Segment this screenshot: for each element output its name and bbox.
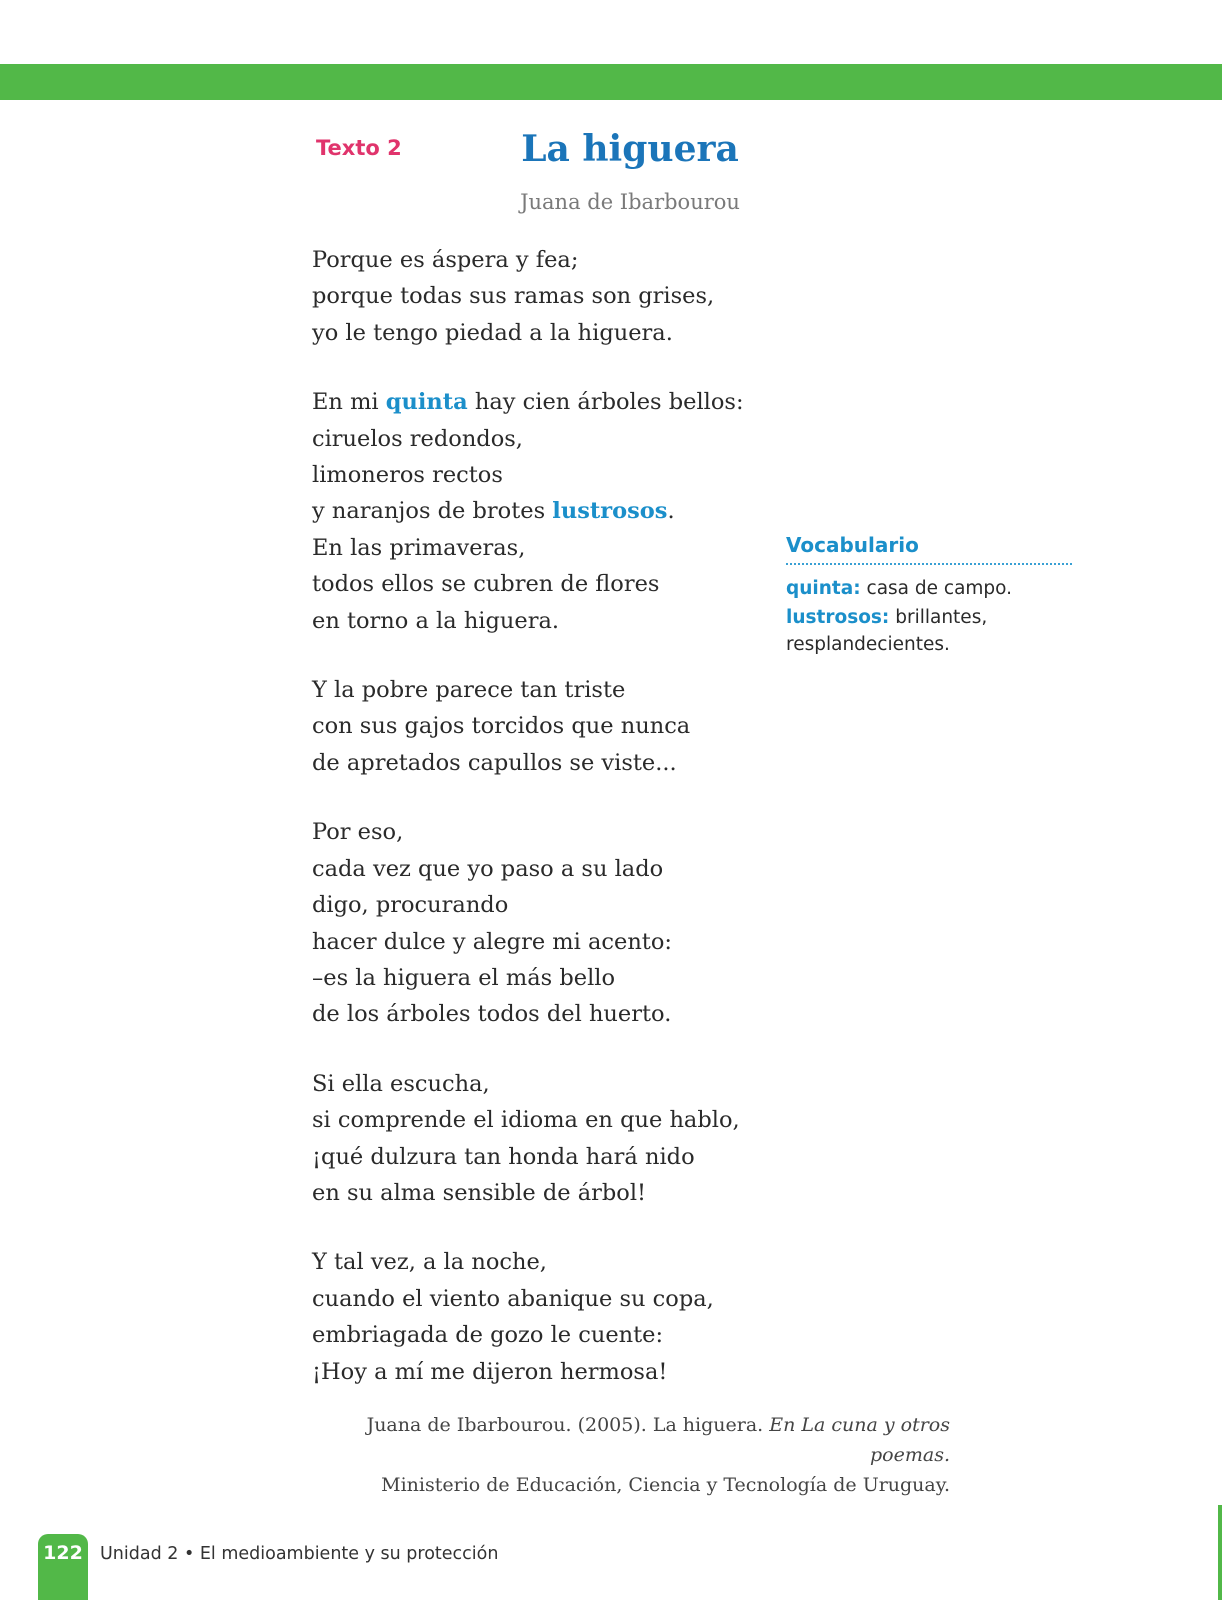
poem-line: Por eso, — [312, 819, 404, 846]
vocabulary-entry — [786, 575, 1072, 602]
poem-line: cuando el viento abanique su copa, — [312, 1285, 714, 1312]
poem-line: Si ella escucha, — [312, 1070, 490, 1097]
poem-line: yo le tengo piedad a la higuera. — [312, 319, 673, 346]
vocabulary-box — [786, 533, 1072, 660]
vocabulary-term: lustrosos: — [786, 607, 890, 628]
vocabulary-entry — [786, 604, 1072, 658]
citation-author-title: Juana de Ibarbourou. (2005). La higuera. — [366, 1414, 770, 1436]
poem-line: de apretados capullos se viste... — [312, 749, 677, 776]
poem-line: –es la higuera el más bello — [312, 964, 616, 991]
poem-line: cada vez que yo paso a su lado — [312, 855, 664, 882]
poem-body — [312, 242, 772, 1423]
poem-line: ciruelos redondos, — [312, 425, 523, 452]
vocabulary-highlight: quinta — [385, 389, 468, 416]
vocabulary-term: quinta: — [786, 578, 861, 599]
poem-line-text: En mi — [312, 389, 386, 416]
poem-line-text: . — [667, 498, 675, 525]
poem-author: Juana de Ibarbourou — [520, 190, 740, 214]
poem-line: embriagada de gozo le cuente: — [312, 1322, 664, 1349]
poem-stanza — [312, 1244, 772, 1390]
unit-footer-text: Unidad 2 • El medioambiente y su protección — [100, 1544, 499, 1564]
poem-line: si comprende el idioma en que hablo, — [312, 1107, 740, 1134]
poem-line: porque todas sus ramas son grises, — [312, 283, 715, 310]
poem-line: Porque es áspera y fea; — [312, 247, 579, 273]
poem-stanza — [312, 242, 772, 351]
source-citation — [300, 1410, 950, 1500]
vocabulary-definition: brillantes, resplandecientes. — [786, 607, 988, 655]
poem-stanza — [312, 1066, 772, 1212]
right-edge-marker — [1218, 1505, 1222, 1600]
poem-stanza — [312, 672, 772, 781]
citation-line-1 — [300, 1410, 950, 1470]
top-green-band — [0, 64, 1222, 100]
poem-stanza — [312, 384, 772, 639]
page-number: 122 — [43, 1542, 83, 1564]
poem-line: ¡Hoy a mí me dijeron hermosa! — [312, 1358, 668, 1385]
citation-line-2: Ministerio de Educación, Ciencia y Tecnología de Uruguay. — [381, 1474, 950, 1496]
poem-stanza — [312, 814, 772, 1032]
poem-line: ¡qué dulzura tan honda hará nido — [312, 1143, 695, 1170]
citation-book-title: En La cuna y otros poemas. — [769, 1414, 950, 1466]
poem-line: en su alma sensible de árbol! — [312, 1179, 647, 1206]
poem-line: todos ellos se cubren de flores — [312, 571, 660, 598]
poem-line-text: y naranjos de brotes — [312, 498, 553, 525]
poem-line: con sus gajos torcidos que nunca — [312, 713, 691, 740]
vocabulary-heading: Vocabulario — [786, 533, 1072, 565]
poem-line: Y tal vez, a la noche, — [312, 1249, 547, 1276]
vocabulary-definition: casa de campo. — [860, 578, 1013, 599]
text-number-label: Texto 2 — [316, 136, 402, 160]
poem-line: en torno a la higuera. — [312, 607, 560, 634]
poem-line: hacer dulce y alegre mi acento: — [312, 928, 672, 955]
poem-line-text: hay cien árboles bellos: — [467, 389, 744, 416]
vocabulary-highlight: lustrosos — [552, 498, 668, 525]
poem-title: La higuera — [521, 128, 739, 170]
poem-line — [312, 384, 772, 420]
poem-line: digo, procurando — [312, 892, 509, 919]
poem-line: Y la pobre parece tan triste — [312, 677, 626, 704]
poem-line: de los árboles todos del huerto. — [312, 1001, 672, 1028]
poem-line — [312, 493, 772, 529]
poem-line: limoneros rectos — [312, 462, 503, 489]
poem-line: En las primaveras, — [312, 534, 526, 561]
